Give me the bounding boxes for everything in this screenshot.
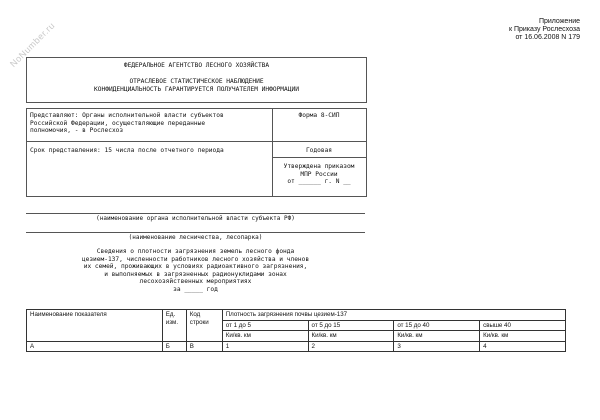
row-cell: Б (162, 341, 186, 352)
agency-name: ФЕДЕРАЛЬНОЕ АГЕНТСТВО ЛЕСНОГО ХОЗЯЙСТВА (123, 62, 270, 69)
approved-line-1: Утверждена приказом (283, 163, 355, 170)
authority-fill-line[interactable] (26, 213, 365, 214)
period: Годовая (305, 147, 333, 154)
approved-by (272, 163, 366, 186)
density-table (26, 309, 566, 352)
presenters (30, 112, 270, 135)
range-over-40: свыше 40 (480, 320, 566, 331)
appendix-header (509, 18, 580, 42)
row-cell: 4 (480, 341, 566, 352)
description-line: лесохозяйственных мероприятиях (139, 278, 252, 286)
watermark: NoNumber.ru (8, 20, 57, 70)
approved-line-2: МПР России (300, 170, 338, 178)
row-cell: В (186, 341, 222, 352)
header-unit: Ед. изм. (162, 310, 186, 342)
unit-cell: Ки/кв. км (480, 331, 566, 342)
row-cell: А (27, 341, 163, 352)
presenters-line-2: Российской Федерации, осуществляющие переданные (30, 119, 206, 127)
row-cell: 1 (222, 341, 308, 352)
unit-cell: Ки/кв. км (394, 331, 480, 342)
deadline: Срок представления: 15 числа после отчетного периода (30, 147, 224, 154)
table-row (27, 341, 566, 352)
range-15-40: от 15 до 40 (394, 320, 480, 331)
authority-caption: (наименование органа исполнительной власти субъекта РФ) (96, 215, 295, 222)
form-number: Форма 8-СИП (298, 112, 340, 119)
unit-cell: Ки/кв. км (308, 331, 394, 342)
confidentiality-note: КОНФИДЕНЦИАЛЬНОСТЬ ГАРАНТИРУЕТСЯ ПОЛУЧАТЕЛЕМ ИНФОРМАЦИИ (94, 86, 299, 93)
row-cell: 2 (308, 341, 394, 352)
unit-cell: Ки/кв. км (222, 331, 308, 342)
appendix-line-3: от 16.06.2008 N 179 (515, 34, 580, 41)
observation-title: ОТРАСЛЕВОЕ СТАТИСТИЧЕСКОЕ НАБЛЮДЕНИЕ (129, 78, 264, 85)
range-1-5: от 1 до 5 (222, 320, 308, 331)
row-cell: 3 (394, 341, 480, 352)
description-line: их семей, проживающих в условиях радиоактивного загрязнения, (83, 263, 308, 271)
form-block (26, 108, 367, 197)
presenters-line-3: полномочия, - в Рослесхоз (30, 127, 124, 134)
header-density: Плотность загрязнения почвы цезием-137 (222, 310, 565, 321)
forestry-fill-line[interactable] (26, 232, 365, 233)
appendix-line-1: Приложение (538, 18, 580, 25)
forestry-caption: (наименование лесничества, лесопарка) (128, 234, 263, 241)
appendix-line-2: к Приказу Рослесхоза (508, 26, 580, 33)
description-line: и выполняемых в загрязненных радионуклидами зонах (104, 270, 287, 278)
approved-line-3: от ______ г. N __ (287, 178, 351, 185)
header-indicator-name: Наименование показателя (27, 310, 163, 342)
description-line: Сведения о плотности загрязнения земель лесного фонда (96, 248, 295, 255)
range-5-15: от 5 до 15 (308, 320, 394, 331)
presenters-line-1: Представляют: Органы исполнительной власти субъектов (30, 112, 224, 119)
description-line: цезием-137, численности работников лесного хозяйства и членов (81, 255, 310, 263)
agency-box (26, 57, 367, 103)
header-row-code: Код строки (186, 310, 222, 342)
description-line: за _____ год (173, 285, 218, 293)
report-description (26, 248, 365, 294)
